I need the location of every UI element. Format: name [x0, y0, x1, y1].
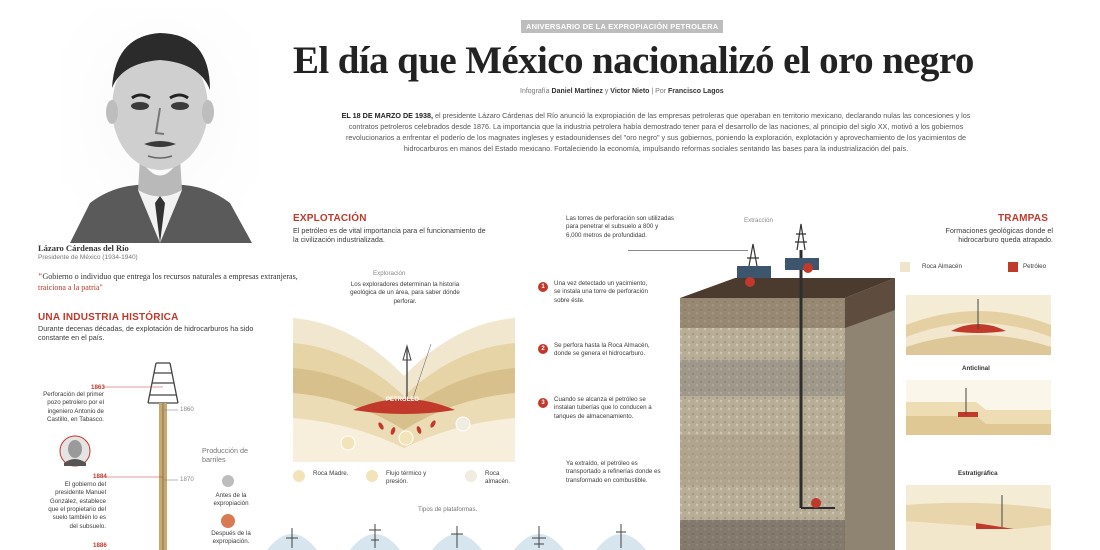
trampas-legend-oil-swatch [1008, 262, 1018, 272]
credits-and: y [604, 88, 609, 95]
extraccion-final: Ya extraído, el petróleo es transportado a refinerías donde es transformado en combustible. [566, 460, 661, 484]
legend-dot-1 [293, 470, 305, 482]
credits-sep: | Por [651, 88, 667, 95]
history-year-1: 1863 [91, 384, 105, 391]
trampa-type-1: Anticlinal [962, 365, 990, 372]
explotacion-text: El petróleo es de vital importancia para el funcionamiento de la civilización industrializada. [293, 226, 486, 245]
portrait-role: Presidente de México (1934-1940) [38, 254, 138, 261]
explotacion-title: EXPLOTACIÓN [293, 213, 367, 224]
trampas-text: Formaciones geológicas donde el hidrocarburo queda atrapado. [945, 226, 1053, 245]
extraccion-label: Extracción [744, 217, 773, 224]
kicker-text: ANIVERSARIO DE LA EXPROPIACIÓN PETROLERA [526, 22, 719, 31]
legend-text-2: Flujo térmico y presión. [386, 470, 427, 486]
trampa-type-2: Estratigráfica [958, 470, 998, 477]
legend-flujo [366, 470, 446, 492]
legend-roca-almacen [465, 470, 525, 492]
intro-body: el presidente Lázaro Cárdenas del Río anunció la expropiación de las empresas petroleras que operaban en territorio mexicano, declarando nulas las concesiones y los contratos petroleros celebrados desde 1876. La importancia que la industria petrolera había demostrado tener para el desarrollo de las naciones, al principio del siglo XX, motivó a los gobiernos revolucionarios a enfrentar el poderío de los magnates ingleses y estadounidenses del "oro negro" y sus gobiernos, poniendo la exploración, explotación y aprovechamiento de los yacimientos de hidrocarburos en manos del Estado mexicano. Fortaleciendo la economía, impulsando reformas sociales sentando las bases para la industrialización del país. [345, 111, 971, 154]
page-title: El día que México nacionalizó el oro negro [293, 39, 974, 82]
portrait-name: Lázaro Cárdenas del Río [38, 243, 129, 253]
step-2-badge: 2 [538, 344, 548, 354]
step-3-text: Cuando se alcanza el petróleo se instalan tuberías que lo conducen a tanques de almacenamiento. [554, 396, 652, 420]
quote-mark: " [38, 272, 43, 281]
trampa-stratigraphic-diagram [906, 485, 1051, 550]
extraction-block [675, 220, 900, 550]
history-year-2: 1884 [93, 473, 107, 480]
history-tick-2: 1870 [180, 476, 194, 483]
history-title: UNA INDUSTRIA HISTÓRICA [38, 312, 179, 323]
credit-1: Daniel Martínez [551, 88, 603, 95]
history-text-2: El gobierno del presidente Manuel González, establece que el propietario del suelo también lo es del subsuelo. [48, 481, 106, 530]
exploration-diagram [293, 318, 515, 462]
legend-text-1: Roca Madre. [313, 470, 349, 477]
extraccion-intro: Las torres de perforación son utilizadas para penetrar el subsuelo a 800 y 6,000 metros de profundidad. [566, 215, 674, 239]
production-title: Producción de barriles [202, 446, 248, 465]
credits-prefix: Infografía [520, 88, 550, 95]
platforms-label: Tipos de plataformas. [418, 506, 478, 513]
quote-red-text: traiciona a la patria" [38, 282, 103, 292]
step-3-badge: 3 [538, 398, 548, 408]
intro-paragraph [338, 110, 974, 155]
step-1-badge: 1 [538, 282, 548, 292]
trampas-legend-rock: Roca Almacén [922, 263, 962, 270]
legend-dot-3 [465, 470, 477, 482]
step-2-text: Se perfora hasta la Roca Almacén, donde se genera el hidrocarburo. [554, 342, 650, 358]
credit-3: Francisco Lagos [668, 88, 724, 95]
legend-text-3: Roca almacén. [485, 470, 511, 486]
trampa-anticlinal-diagram [906, 295, 1051, 355]
credits [520, 88, 724, 95]
portrait-quote [38, 272, 298, 294]
intro-lead: EL 18 DE MARZO DE 1938, [341, 111, 433, 120]
trampas-legend-oil: Petróleo [1023, 263, 1047, 270]
kicker-badge [521, 20, 723, 33]
production-after: Después de la expropiación. [211, 530, 251, 546]
trampas-legend-rock-swatch [900, 262, 910, 272]
platforms-row [262, 518, 682, 550]
petroleo-label: PETRÓLEO [386, 397, 420, 403]
exploracion-text: Los exploradores determinan la historia geológica de un área, para saber dónde perforar. [350, 281, 460, 305]
exploracion-label: Exploración [373, 270, 406, 277]
step-1-text: Una vez detectado un yacimiento, se instala una torre de perforación sobre éste. [554, 280, 648, 304]
history-tick-1: 1860 [180, 406, 194, 413]
history-year-3: 1886 [93, 542, 107, 549]
portrait-photo [60, 8, 260, 243]
quote-text: Gobierno o individuo que entrega los recursos naturales a empresas extranjeras, [42, 272, 298, 281]
history-subtitle: Durante decenas décadas, de explotación de hidrocarburos ha sido constante en el país. [38, 324, 254, 343]
trampas-title: TRAMPAS [998, 213, 1049, 224]
legend-roca-madre [293, 470, 353, 492]
credit-2: Victor Nieto [610, 88, 650, 95]
legend-dot-2 [366, 470, 378, 482]
production-before: Antes de la expropiación [213, 492, 249, 508]
trampa-faulted-diagram [906, 380, 1051, 435]
history-text-1: Perforación del primer pozo petrolero por el ingeniero Antonio de Castillo, en Tabasco. [43, 391, 104, 424]
